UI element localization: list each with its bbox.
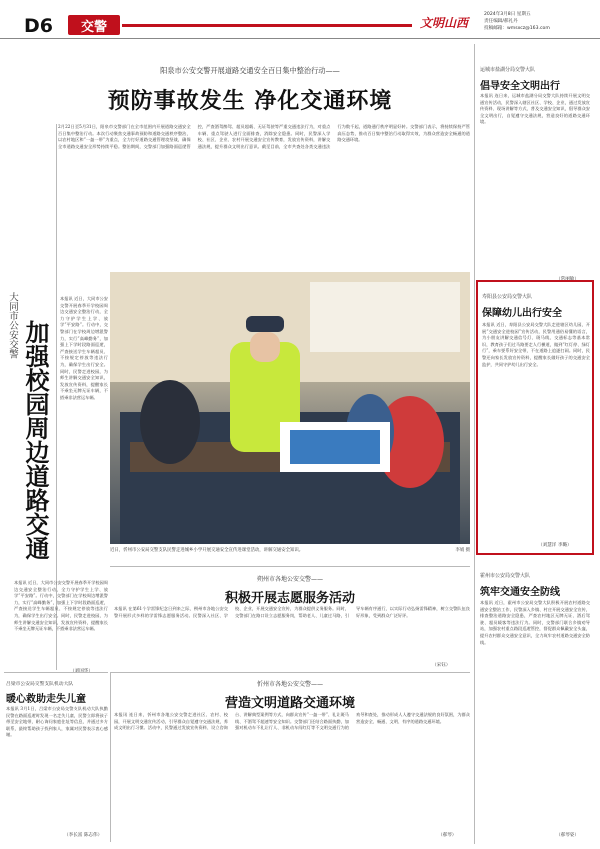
xinzhou-body: 本报讯 连日来，忻州市各地公安交警走进社区、农村、校园，开展文明交通宣传活动，引导群众自觉遵守交通法规，养成文明出行习惯。活动中，民警通过发放宣传资料、设立咨询台、讲解典型案例等方式，向群众宣传“一盔一带”、礼让斑马线、不酒驾不超速等安全知识。交警部门还结合路面执勤，加强对机动车不礼让行人、非机动车闯红灯等不文明交通行为的劝导和查处，推动形成人人遵守交通法规的良好氛围，为群众营造安全、畅通、文明、有序的道路交通环境。: [114, 712, 470, 731]
shuozhou-body: 本报讯 在第61个学雷锋纪念日到来之际，朔州市各地公安交警开展形式多样的学雷锋志愿服务活动。民警深入社区、学校、企业，开展交通安全宣传，为群众提供义务服务。同时，交警部门在路口设立志愿服务岗，帮助老人、儿童过马路，引导车辆有序通行，以实际行动弘扬雷锋精神，树立交警队伍良好形象，受到群众广泛好评。: [114, 606, 470, 618]
shuozhou-rule: [110, 566, 470, 567]
red-band: [122, 24, 412, 27]
editor: 责任编辑/郝礼丹: [484, 19, 518, 24]
masthead: [0, 0, 600, 40]
left-feature-body: 本报讯 近日，大同市公安交警开展春季开学校园周边交通安全整治行动，全力守护学生上学、放学“平安路”。行动中，交警部门在学校周边增派警力，实行“高峰勤务”，加强上下学时段路面巡逻，严查接送学生车辆超员、不按规定停放等违法行为，确保学生出行安全。同时，民警走进校园，为师生讲解交通安全知识，发放宣传资料，提醒家长不乘坐无牌无证车辆，不搭乘非法营运车辆。: [60, 296, 108, 400]
right-top-headline: 倡导安全文明出行: [480, 81, 560, 92]
date: 2024年3月8日 星期五: [484, 12, 531, 17]
right-top-kicker: 运城市盐湖分局交警大队: [480, 67, 536, 73]
right-boxed-body: 本报讯 近日，寿阳县公安局交警大队走进辖区幼儿园，开展“交通安全进校园”宣传活动，民警用通俗易懂的语言，为小朋友讲解交通信号灯、斑马线、交通标志等基本常识，教育孩子们过马路要走人行横道，做到“红灯停、绿灯行”，乘车要系好安全带，不在道路上追逐打闹。同时，民警还向家长发放宣传资料，提醒家长做好孩子的交通安全监护，共同守护幼儿出行安全。: [482, 322, 590, 367]
right-bottom-kicker: 霍州市公安局交警大队: [480, 573, 531, 579]
right-boxed-headline: 保障幼儿出行安全: [482, 308, 562, 319]
right-top-body: 本报讯 连日来，运城市盐湖分局交警大队持续开展文明交通宣传活动，民警深入辖区社区、学校、企业，通过发放宣传资料、现场讲解等方式，普及交通安全知识，倡导群众安全文明出行，自觉遵守交通法规，营造良好的道路交通环境。: [480, 93, 590, 125]
page-number: D6: [24, 15, 53, 37]
right-boxed-byline: （刘慧洋 李璐）: [538, 543, 572, 548]
photo-caption: [110, 548, 470, 555]
shuozhou-headline: 积极开展志愿服务活动: [224, 591, 355, 606]
left-feature-headline: 加强校园周边道路交通: [21, 320, 49, 560]
small-left-rule: [4, 672, 108, 673]
right-bottom-byline: （郝琴姿）: [556, 833, 579, 838]
xinzhou-rule: [110, 672, 470, 673]
right-bottom-headline: 筑牢交通安全防线: [480, 587, 560, 598]
shuozhou-kicker: 朔州市各地公安交警——: [256, 576, 323, 583]
small-left-kicker: 吕梁市公安局交警支队机动大队: [6, 682, 74, 687]
right-bottom-body: 本报讯 近日，霍州市公安局交警大队积极开展农村道路交通安全整治工作，民警深入乡镇、村庄开展交通安全宣传，排查整治道路安全隐患，严查农村地区无牌无证、酒后驾驶、超员载客等违法行为。同时，交警部门联合乡镇劝导站，加强农村重点路段巡逻管控，督促群众佩戴安全头盔，提升农村群众交通安全意识，全力筑牢农村道路交通安全防线。: [480, 600, 590, 645]
masthead-rule: [0, 38, 600, 39]
lead-body: 2月22日至5月31日，阳泉市交警部门在全市范围内开展道路交通安全百日集中整治行动。本次行动聚焦交通事故预防和道路交通秩序整治，以农村地区和“一盔一带”为重点，全力打好道路交通管理攻坚战，确保全市道路交通安全形势持续平稳。整治期间，交警部门加强路面巡逻管控，严查酒驾醉驾、超员超载、无证驾驶等严重交通违法行为，对重点车辆、重点驾驶人进行全面排查，消除安全隐患。同时，民警深入学校、社区、企业、农村开展交通安全宣传教育，发放宣传资料，讲解交通法规，提升群众文明出行意识。截至目前，全市共查处各类交通违法行为数千起，道路通行秩序明显好转。交警部门表示，将持续保持严管高压态势，推动百日集中整治行动取得实效，为群众营造安全畅通的道路交通环境。: [58, 124, 470, 149]
section-badge: [68, 15, 120, 35]
left-feature-byline: [70, 668, 93, 674]
small-left-body: 本报讯 3月1日，吕梁市公安局交警支队机动大队执勤民警在路面巡逻时发现一名走失儿童，民警立即将孩子带至安全地带，耐心询问家庭住址等信息，并通过多方联系，最终帮助孩子找到家人，家属对民警表示衷心感谢。: [6, 706, 108, 738]
photo-credit: 李娟 摄: [455, 548, 470, 553]
photo-police-school: [110, 272, 470, 544]
xinzhou-headline: 营造文明道路交通环境: [224, 696, 355, 711]
date-line: [484, 11, 550, 32]
photo-illustration: [110, 272, 470, 544]
email: 投稿邮箱：wmsxcz@163.com: [484, 26, 550, 31]
small-left-headline: 暖心救助走失儿童: [6, 694, 86, 705]
caption-text: 近日，忻州市公安局交警支队民警走进城乡小学开展交通安全宣传进课堂活动，讲解交通安全知识。: [110, 548, 304, 553]
left-feature-kicker: 大同市公安交警: [7, 292, 18, 359]
right-boxed-kicker: 寿阳县公安局交警大队: [482, 294, 533, 300]
small-left-byline: （李长富 陈志伟）: [64, 833, 103, 838]
right-column-rule: [474, 44, 475, 844]
logo: 文明山西: [420, 16, 469, 30]
left-feature-body-2: [14, 580, 108, 668]
lead-headline: 预防事故发生 净化交通环境: [107, 89, 393, 114]
section-label: 交警: [80, 20, 107, 35]
xinzhou-byline: （郝琴）: [438, 833, 457, 838]
xinzhou-kicker: 忻州市各地公安交警——: [256, 681, 323, 688]
lead-kicker: 阳泉市公安交警开展道路交通安全百日集中整治行动——: [160, 66, 340, 75]
shuozhou-byline: （宋钰）: [432, 663, 451, 668]
right-boxed-story: [476, 280, 594, 555]
left-feature-body-cont: 本报讯 近日，大同市公安交警开展春季开学校园周边交通安全整治行动，全力守护学生上学、放学“平安路”。行动中，交警部门在学校周边增派警力，实行“高峰勤务”，加强上下学时段路面巡逻，严查接送学生车辆超员、不按规定停放等违法行为，确保学生出行安全。同时，民警走进校园，为师生讲解交通安全知识，发放宣传资料，提醒家长不乘坐无牌无证车辆，不搭乘非法营运车辆。: [14, 580, 108, 632]
